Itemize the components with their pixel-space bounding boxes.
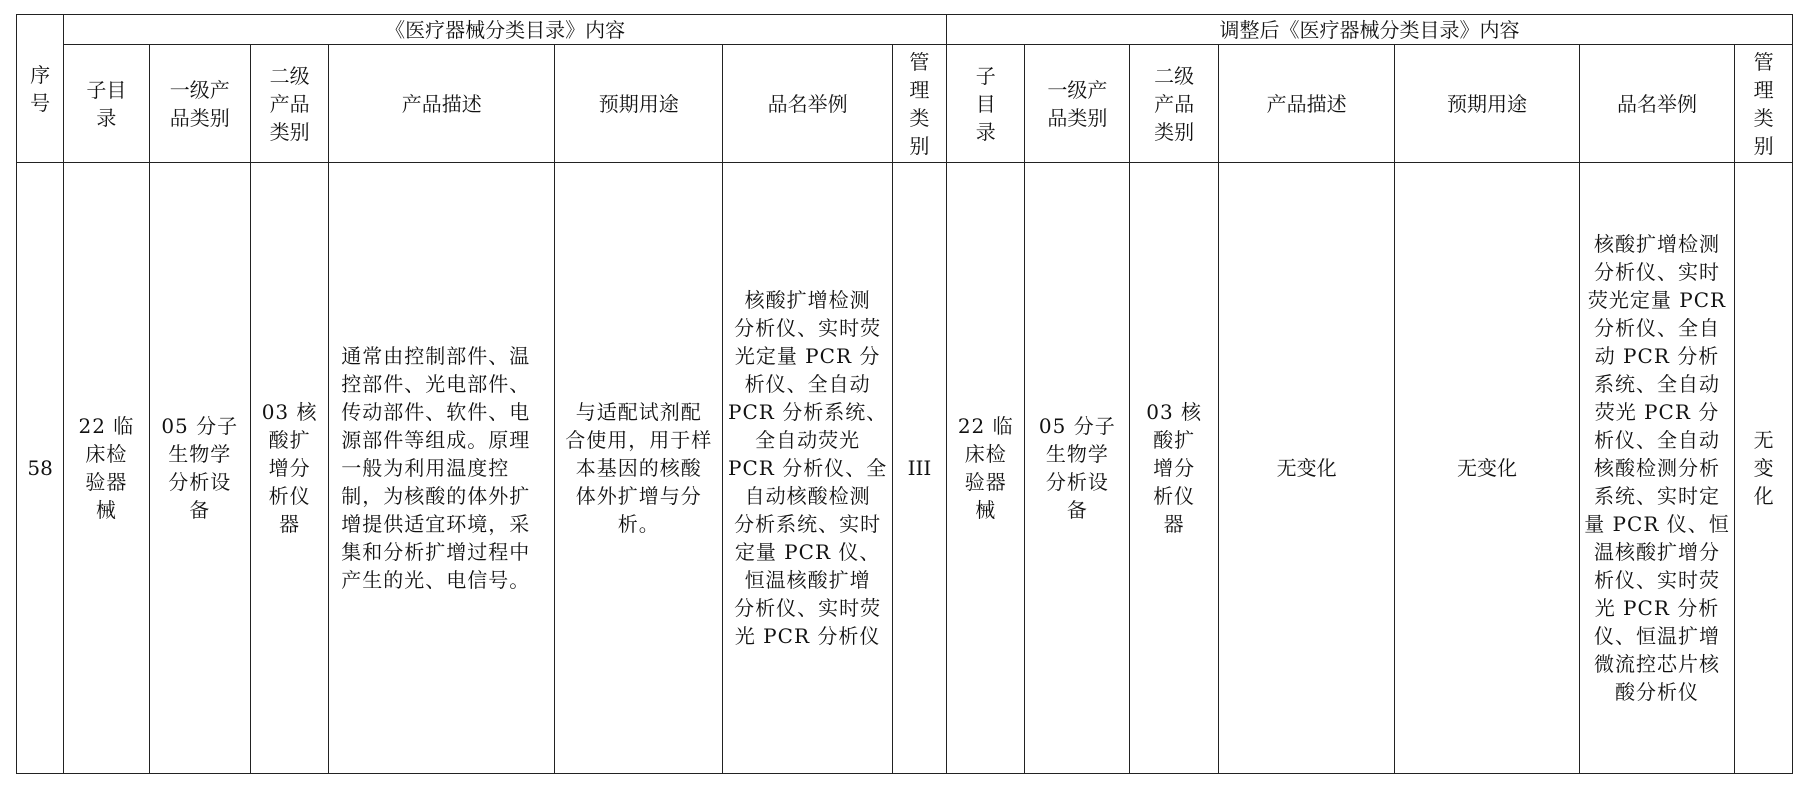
cell-examples: 核酸扩增检测 分析仪、实时荧 光定量 PCR 分 析仪、全自动 PCR 分析系统、 全自动荧光 PCR 分析仪、全 自动核酸检测 分析系统、实时 定量 PCR 仪、 恒温核酸扩增 分析仪、实时荧 光 PCR 分析仪 — [723, 163, 892, 774]
header-level1: 一级产 品类别 — [149, 45, 250, 163]
cell-adjusted-level1: 05 分子 生物学 分析设 备 — [1025, 163, 1130, 774]
cell-adjusted-mgmt-class: 无 变 化 — [1735, 163, 1793, 774]
seq-header: 序 号 — [17, 15, 64, 163]
header-description: 产品描述 — [329, 45, 555, 163]
cell-intended-use: 与适配试剂配 合使用，用于样 本基因的核酸 体外扩增与分 析。 — [555, 163, 723, 774]
cell-description: 通常由控制部件、温 控部件、光电部件、 传动部件、软件、电 源部件等组成。原理 一般为利用温度控 制，为核酸的体外扩 增提供适宜环境，采 集和分析扩增过程中 产生的光、电信号。 — [329, 163, 555, 774]
header-level2: 二级 产品 类别 — [250, 45, 328, 163]
header-adjusted-level1: 一级产 品类别 — [1025, 45, 1130, 163]
header-adjusted-sub-catalog: 子 目 录 — [947, 45, 1025, 163]
group-header-adjusted: 调整后《医疗器械分类目录》内容 — [947, 15, 1793, 45]
cell-seq: 58 — [17, 163, 64, 774]
header-adjusted-level2: 二级 产品 类别 — [1130, 45, 1219, 163]
cell-sub-catalog: 22 临 床检 验器 械 — [64, 163, 149, 774]
header-adjusted-description: 产品描述 — [1219, 45, 1395, 163]
cell-level2: 03 核 酸扩 增分 析仪 器 — [250, 163, 328, 774]
header-adjusted-intended-use: 预期用途 — [1395, 45, 1579, 163]
catalog-table — [16, 14, 1793, 774]
cell-mgmt-class: III — [892, 163, 946, 774]
header-examples: 品名举例 — [723, 45, 892, 163]
header-intended-use: 预期用途 — [555, 45, 723, 163]
header-sub-catalog: 子目 录 — [64, 45, 149, 163]
cell-adjusted-intended-use: 无变化 — [1395, 163, 1579, 774]
table-row — [17, 163, 1793, 774]
header-adjusted-examples: 品名举例 — [1579, 45, 1735, 163]
cell-adjusted-level2: 03 核 酸扩 增分 析仪 器 — [1130, 163, 1219, 774]
header-adjusted-mgmt-class: 管 理 类 别 — [1735, 45, 1793, 163]
group-header-original: 《医疗器械分类目录》内容 — [64, 15, 947, 45]
cell-adjusted-description: 无变化 — [1219, 163, 1395, 774]
header-mgmt-class: 管 理 类 别 — [892, 45, 946, 163]
cell-level1: 05 分子 生物学 分析设 备 — [149, 163, 250, 774]
column-header-row — [17, 45, 1793, 163]
cell-adjusted-examples: 核酸扩增检测 分析仪、实时 荧光定量 PCR 分析仪、全自 动 PCR 分析 系统、全自动 荧光 PCR 分 析仪、全自动 核酸检测分析 系统、实时定 量 PCR 仪、恒 温核酸扩增分 析仪、实时荧 光 PCR 分析 仪、恒温扩增 微流控芯片核 酸分析仪 — [1579, 163, 1735, 774]
cell-adjusted-sub-catalog: 22 临 床检 验器 械 — [947, 163, 1025, 774]
group-header-row — [17, 15, 1793, 45]
